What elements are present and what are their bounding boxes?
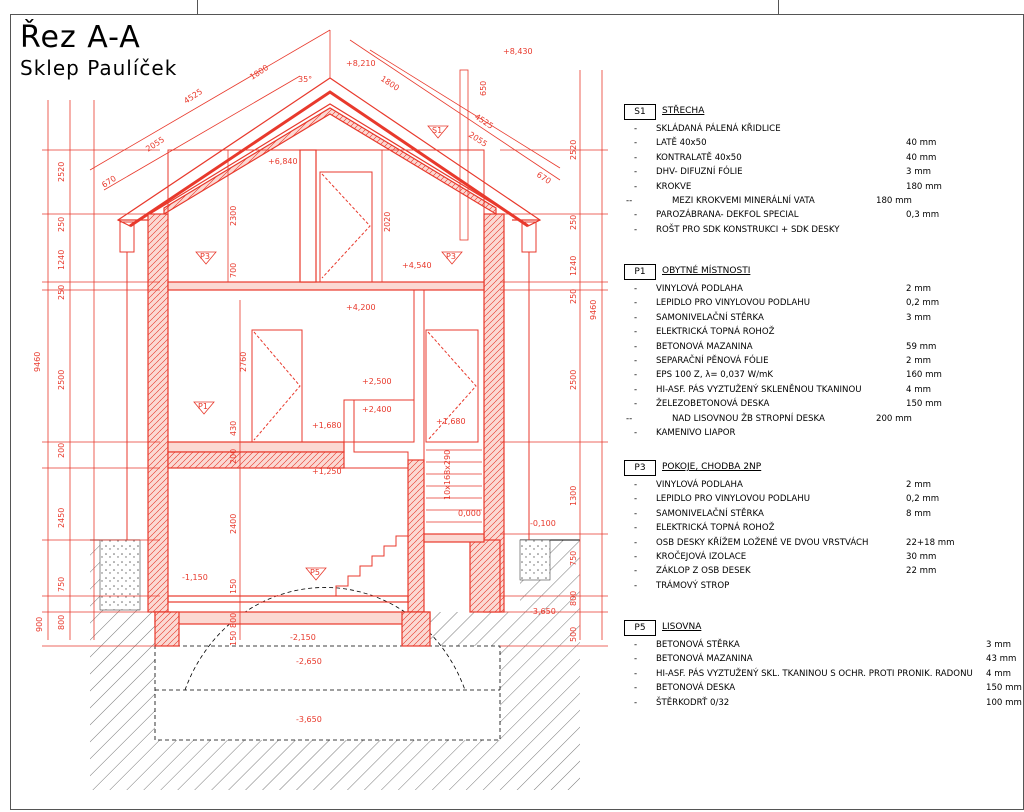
level-mark: -0,100 bbox=[530, 519, 556, 528]
drawing-title: Řez A-A bbox=[20, 20, 141, 55]
dim-interior: 2300 bbox=[229, 205, 238, 226]
legend-dash: - bbox=[634, 384, 638, 395]
legend-layer-thickness: 22+18 mm bbox=[906, 537, 955, 548]
legend-layer-thickness: 2 mm bbox=[906, 356, 931, 366]
legend-dash: - bbox=[634, 552, 638, 562]
cellar-outline bbox=[155, 587, 500, 740]
dim-roof: 2055 bbox=[466, 130, 489, 149]
legend-layer-name: EPS 100 Z, λ= 0,037 W/mK bbox=[656, 370, 774, 381]
legend-layer-name: HI-ASF. PÁS VYZTUŽENÝ SKLENĚNOU TKANINOU bbox=[656, 384, 862, 395]
legend-dash: - bbox=[634, 298, 638, 309]
legend-dash: - bbox=[634, 210, 638, 221]
legend-dash: - bbox=[634, 224, 638, 235]
legend-layer-thickness: 200 mm bbox=[876, 413, 912, 424]
section-tag-label: S1 bbox=[432, 126, 443, 135]
legend-row bbox=[620, 552, 1020, 564]
legend-row bbox=[620, 124, 1020, 136]
legend-row bbox=[620, 523, 1020, 535]
legend-row bbox=[620, 342, 1020, 354]
legend-dash: -- bbox=[626, 196, 633, 206]
dim-left: 800 bbox=[57, 614, 66, 630]
legend-dash: - bbox=[634, 370, 638, 381]
section-tag bbox=[194, 402, 214, 414]
legend-layer-thickness: 3 mm bbox=[986, 640, 1011, 650]
dim-interior: 150 bbox=[229, 630, 238, 646]
legend-layer-thickness: 3 mm bbox=[906, 167, 931, 178]
dim-interior: 2760 bbox=[239, 351, 248, 372]
legend-layer-thickness: 22 mm bbox=[906, 566, 937, 577]
dim-right: 500 bbox=[569, 626, 578, 642]
legend-row bbox=[620, 210, 1020, 222]
legend-section-name: POKOJE, CHODBA 2NP bbox=[662, 462, 762, 472]
legend-section-header bbox=[620, 620, 1020, 636]
legend-layer-name: SAMONIVELAČNÍ STĚRKA bbox=[656, 312, 764, 323]
legend-dash: - bbox=[634, 152, 638, 163]
dim-roof: 35° bbox=[298, 75, 313, 84]
legend-layer-name: ZÁKLOP Z OSB DESEK bbox=[656, 566, 751, 577]
section-tag-label: P3 bbox=[200, 252, 210, 261]
legend-layer-name: KAMENIVO LIAPOR bbox=[656, 428, 736, 438]
dim-roof: 4525 bbox=[472, 112, 495, 131]
dim-right: 1240 bbox=[569, 255, 578, 276]
dim-right: 800 bbox=[569, 590, 578, 606]
legend-section-header bbox=[620, 264, 1020, 280]
legend-dash: - bbox=[634, 356, 638, 366]
level-mark: +2,500 bbox=[362, 377, 392, 386]
legend-layer-thickness: 180 mm bbox=[906, 181, 942, 192]
dim-left: 750 bbox=[57, 576, 66, 592]
legend-row bbox=[620, 683, 1020, 695]
legend-row bbox=[620, 654, 1020, 666]
level-mark: -2,150 bbox=[290, 633, 316, 642]
legend-dash: - bbox=[634, 683, 638, 694]
level-mark: +6,840 bbox=[268, 157, 298, 166]
legend-section bbox=[620, 460, 1020, 591]
dim-left: 2520 bbox=[57, 161, 66, 182]
legend-layer-thickness: 150 mm bbox=[906, 399, 942, 410]
legend-dash: - bbox=[634, 494, 638, 505]
legend-layer-name: VINYLOVÁ PODLAHA bbox=[656, 480, 743, 490]
legend-row bbox=[620, 669, 1020, 681]
legend-layer-name: KONTRALATĚ 40x50 bbox=[656, 152, 742, 163]
legend-layer-thickness: 59 mm bbox=[906, 341, 937, 352]
stair-dim: 10x168x290 bbox=[443, 449, 452, 500]
legend-layer-thickness: 4 mm bbox=[986, 668, 1011, 679]
dim-right: 250 bbox=[569, 288, 578, 304]
legend-row bbox=[620, 370, 1020, 382]
dim-interior: 200 bbox=[229, 448, 238, 464]
legend-row bbox=[620, 167, 1020, 179]
dim-left: 200 bbox=[57, 442, 66, 458]
dim-right: 2520 bbox=[569, 139, 578, 160]
dim-interior: 2020 bbox=[383, 211, 392, 232]
dim-right-total: 9460 bbox=[589, 299, 598, 320]
section-tag bbox=[428, 126, 448, 138]
legend-dash: - bbox=[634, 428, 638, 438]
legend-layer-name: ŽELEZOBETONOVÁ DESKA bbox=[656, 399, 770, 410]
level-mark: +2,400 bbox=[362, 405, 392, 414]
legend-layer-name: SEPARAČNÍ PĚNOVÁ FÓLIE bbox=[656, 356, 769, 366]
level-mark: 0,000 bbox=[458, 509, 481, 518]
legend-layer-thickness: 0,2 mm bbox=[906, 494, 940, 505]
level-mark: +4,200 bbox=[346, 303, 376, 312]
dim-interior: 150 bbox=[229, 578, 238, 594]
level-mark: +4,540 bbox=[402, 261, 432, 270]
legend-dash: - bbox=[634, 580, 638, 591]
legend-layer-name: KROKVE bbox=[656, 181, 692, 192]
legend-layer-name: PAROZÁBRANA- DEKFOL SPECIAL bbox=[656, 210, 799, 221]
dim-roof: 670 bbox=[100, 173, 118, 190]
legend-dash: - bbox=[634, 399, 638, 410]
legend-layer-name: ŠTĚRKODRŤ 0/32 bbox=[656, 697, 730, 708]
section-tag-label: P5 bbox=[310, 568, 320, 577]
legend-layer-name: BETONOVÁ MAZANINA bbox=[656, 341, 753, 352]
legend-row bbox=[620, 298, 1020, 310]
legend-section bbox=[620, 620, 1022, 708]
legend-dash: - bbox=[634, 284, 638, 294]
legend-layer-name: LEPIDLO PRO VINYLOVOU PODLAHU bbox=[656, 298, 811, 309]
legend-layer-thickness: 0,3 mm bbox=[906, 210, 940, 221]
dim-left: 2500 bbox=[57, 369, 66, 390]
legend-row bbox=[620, 327, 1020, 339]
legend-section bbox=[620, 104, 1020, 235]
dim-interior: 2400 bbox=[229, 513, 238, 534]
legend-dash: - bbox=[634, 537, 638, 548]
legend-layer-name: SAMONIVELAČNÍ STĚRKA bbox=[656, 508, 764, 519]
legend-row bbox=[620, 313, 1020, 325]
section-tag-label: P3 bbox=[446, 252, 456, 261]
legend-row bbox=[620, 581, 1020, 593]
dim-left: 2450 bbox=[57, 507, 66, 528]
legend-tag: P5 bbox=[624, 620, 656, 636]
level-mark: -1,150 bbox=[182, 573, 208, 582]
legend-layer-name: LEPIDLO PRO VINYLOVOU PODLAHU bbox=[656, 494, 811, 505]
section-tag bbox=[196, 252, 216, 264]
dim-roof: 650 bbox=[479, 80, 488, 96]
legend-layer-name: KROČEJOVÁ IZOLACE bbox=[656, 552, 747, 562]
dim-right: 2500 bbox=[569, 369, 578, 390]
level-mark: +8,430 bbox=[503, 47, 533, 56]
legend-layer-thickness: 0,2 mm bbox=[906, 298, 940, 309]
legend-layer-name: DHV- DIFUZNÍ FÓLIE bbox=[656, 167, 743, 178]
legend-layer-thickness: 100 mm bbox=[986, 697, 1022, 708]
level-mark: +1,250 bbox=[312, 467, 342, 476]
dim-right: 1300 bbox=[569, 485, 578, 506]
legend-section-header bbox=[620, 460, 1020, 476]
level-mark: -3,650 bbox=[296, 715, 322, 724]
legend-dash: - bbox=[634, 124, 638, 134]
dim-roof: 670 bbox=[534, 170, 553, 187]
dim-interior: 430 bbox=[229, 420, 238, 436]
legend-dash: -- bbox=[626, 413, 633, 424]
legend-layer-thickness: 43 mm bbox=[986, 654, 1017, 665]
dim-left: 250 bbox=[57, 284, 66, 300]
legend-layer-thickness: 8 mm bbox=[906, 508, 931, 519]
level-mark: +1,680 bbox=[312, 421, 342, 430]
legend-layer-thickness: 150 mm bbox=[986, 683, 1022, 694]
legend-row bbox=[620, 698, 1020, 710]
legend-row bbox=[620, 153, 1020, 165]
legend-row bbox=[620, 428, 1020, 440]
legend-layer-thickness: 180 mm bbox=[876, 196, 912, 206]
legend-layer-name: VINYLOVÁ PODLAHA bbox=[656, 284, 743, 294]
level-mark: -3,650 bbox=[530, 607, 556, 616]
legend-layer-thickness: 40 mm bbox=[906, 138, 937, 149]
legend-layer-thickness: 160 mm bbox=[906, 370, 942, 381]
legend-tag: S1 bbox=[624, 104, 656, 120]
legend-dash: - bbox=[634, 523, 638, 534]
dim-interior: 800 bbox=[229, 612, 238, 628]
legend-row bbox=[620, 480, 1020, 492]
section-tag-label: P1 bbox=[198, 402, 208, 411]
legend-layer-name: HI-ASF. PÁS VYZTUŽENÝ SKL. TKANINOU S OCHR. PROTI PRONIK. RADONU bbox=[656, 668, 973, 679]
legend-layer-name: TRÁMOVÝ STROP bbox=[656, 580, 730, 591]
legend-layer-name: NAD LISOVNOU ŽB STROPNÍ DESKA bbox=[672, 413, 825, 424]
legend-row bbox=[620, 182, 1020, 194]
legend-section-name: LISOVNA bbox=[662, 622, 702, 632]
legend-layer-name: OSB DESKY KŘÍŽEM LOŽENÉ VE DVOU VRSTVÁCH bbox=[656, 537, 869, 548]
legend-layer-thickness: 4 mm bbox=[906, 384, 931, 395]
legend-section-header bbox=[620, 104, 1020, 120]
legend-row bbox=[620, 399, 1020, 411]
legend-tag: P3 bbox=[624, 460, 656, 476]
roof bbox=[118, 78, 540, 226]
legend-layer-name: LATĚ 40x50 bbox=[656, 138, 707, 149]
legend-dash: - bbox=[634, 566, 638, 577]
section-tag bbox=[442, 252, 462, 264]
legend-dash: - bbox=[634, 654, 638, 665]
dim-roof: 1800 bbox=[378, 74, 401, 93]
legend-layer-name: BETONOVÁ STĚRKA bbox=[656, 640, 740, 650]
level-mark: +1,680 bbox=[436, 417, 466, 426]
dim-roof: 4525 bbox=[182, 87, 205, 106]
legend-row bbox=[620, 640, 1020, 652]
legend-row bbox=[620, 538, 1020, 550]
legend-section-name: OBYTNÉ MÍSTNOSTI bbox=[662, 266, 751, 276]
legend-layer-thickness: 3 mm bbox=[906, 312, 931, 323]
legend-row bbox=[620, 494, 1020, 506]
legend-dash: - bbox=[634, 668, 638, 679]
legend-row bbox=[620, 284, 1020, 296]
dim-roof: 1800 bbox=[248, 63, 271, 82]
legend-row bbox=[620, 356, 1020, 368]
legend-layer-thickness: 30 mm bbox=[906, 552, 937, 562]
legend-dash: - bbox=[634, 640, 638, 650]
level-mark: +8,210 bbox=[346, 59, 376, 68]
legend-layer-name: BETONOVÁ DESKA bbox=[656, 683, 736, 694]
legend-section bbox=[620, 264, 1020, 438]
legend-dash: - bbox=[634, 508, 638, 519]
level-mark: -2,650 bbox=[296, 657, 322, 666]
legend-row bbox=[620, 385, 1020, 397]
dim-roof: 2055 bbox=[144, 135, 167, 154]
legend-layer-name: ROŠT PRO SDK KONSTRUKCI + SDK DESKY bbox=[656, 224, 840, 235]
legend-dash: - bbox=[634, 138, 638, 149]
legend-row bbox=[620, 509, 1020, 521]
drawing-subtitle: Sklep Paulíček bbox=[20, 56, 178, 80]
legend-tag: P1 bbox=[624, 264, 656, 280]
legend-dash: - bbox=[634, 181, 638, 192]
legend-layer-name: ELEKTRICKÁ TOPNÁ ROHOŽ bbox=[656, 327, 775, 338]
dim-left: 1240 bbox=[57, 249, 66, 270]
dim-left-total: 9460 bbox=[33, 351, 42, 372]
legend-layer-name: MEZI KROKVEMI MINERÁLNÍ VATA bbox=[672, 196, 815, 206]
legend-dash: - bbox=[634, 167, 638, 178]
legend-row bbox=[620, 138, 1020, 150]
legend-layer-thickness: 2 mm bbox=[906, 480, 931, 490]
dim-right: 750 bbox=[569, 550, 578, 566]
legend-layer-name: SKLÁDANÁ PÁLENÁ KŘIDLICE bbox=[656, 124, 781, 134]
legend-row bbox=[620, 566, 1020, 578]
legend-row bbox=[620, 225, 1020, 237]
legend-dash: - bbox=[634, 697, 638, 708]
legend-section-name: STŘECHA bbox=[662, 106, 705, 116]
legend-dash: - bbox=[634, 312, 638, 323]
legend-layer-thickness: 40 mm bbox=[906, 152, 937, 163]
dim-interior: 700 bbox=[229, 262, 238, 278]
legend-layer-name: ELEKTRICKÁ TOPNÁ ROHOŽ bbox=[656, 523, 775, 534]
dim-left: 900 bbox=[35, 616, 44, 632]
legend-dash: - bbox=[634, 480, 638, 490]
dim-right: 250 bbox=[569, 214, 578, 230]
legend-dash: - bbox=[634, 327, 638, 338]
dim-left: 250 bbox=[57, 216, 66, 232]
legend-layer-thickness: 2 mm bbox=[906, 284, 931, 294]
legend-row bbox=[620, 414, 1020, 426]
legend-row bbox=[620, 196, 1020, 208]
legend-dash: - bbox=[634, 341, 638, 352]
legend-layer-name: BETONOVÁ MAZANINA bbox=[656, 654, 753, 665]
section-tag bbox=[306, 568, 326, 580]
